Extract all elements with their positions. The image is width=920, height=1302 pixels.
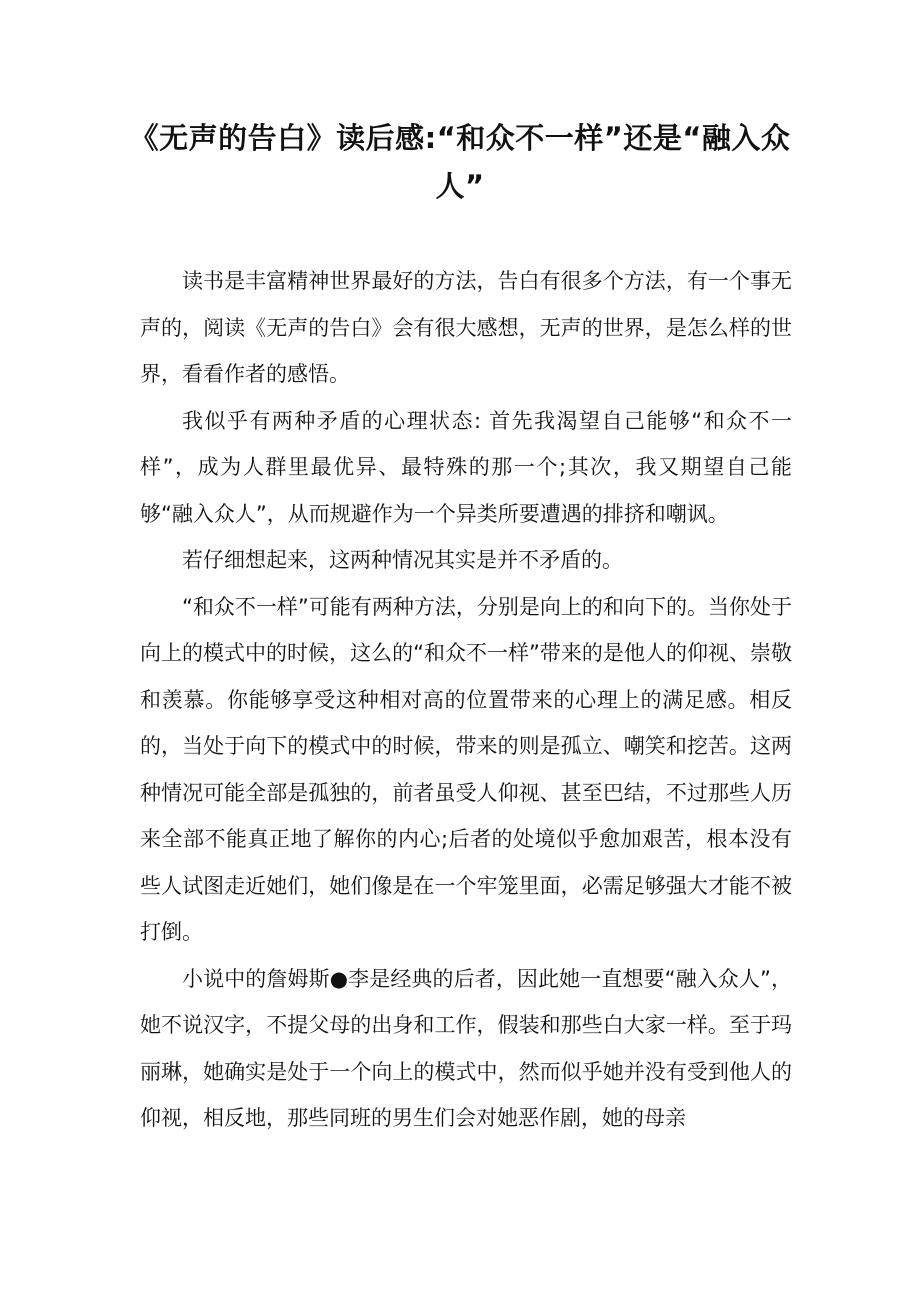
paragraph-3: 若仔细想起来，这两种情况其实是并不矛盾的。 [182, 548, 623, 572]
document-title: 《无声的告白》读后感:“和众不一样”还是“融入众人” [129, 121, 791, 203]
paragraph-1: 读书是丰富精神世界最好的方法，告白有很多个方法，有一个事无声的，阅读《无声的告白》会有很大感想，无声的世界，是怎么样的世界，看看作者的感悟。 [140, 269, 792, 386]
paragraph-4: “和众不一样”可能有两种方法，分别是向上的和向下的。当你处于向上的模式中的时候，这么的“和众不一样”带来的是他人的仰视、崇敬和羡慕。你能够享受这种相对高的位置带来的心理上的满足感。相反的，当处于向下的模式中的时候，带来的则是孤立、嘲笑和挖苦。这两种情况可能全部是孤独的，前者虽受人仰视、甚至巴结，不过那些人历来全部不能真正地了解你的内心;后者的处境似乎愈加艰苦，根本没有些人试图走近她们，她们像是在一个牢笼里面，必需足够强大才能不被打倒。 [140, 594, 792, 944]
paragraph-5: 小说中的詹姆斯●李是经典的后者，因此她一直想要“融入众人”，她不说汉字，不提父母的出身和工作，假装和那些白大家一样。至于玛丽琳，她确实是处于一个向上的模式中，然而似乎她并没有受到他人的仰视，相反地，那些同班的男生们会对她恶作剧，她的母亲 [140, 966, 792, 1130]
paragraph-2: 我似乎有两种矛盾的心理状态: 首先我渴望自己能够“和众不一样”，成为人群里最优异、最特殊的那一个;其次，我又期望自己能够“融入众人”，从而规避作为一个异类所要遭遇的排挤和嘲讽。 [140, 408, 792, 526]
document-body [140, 258, 792, 1142]
